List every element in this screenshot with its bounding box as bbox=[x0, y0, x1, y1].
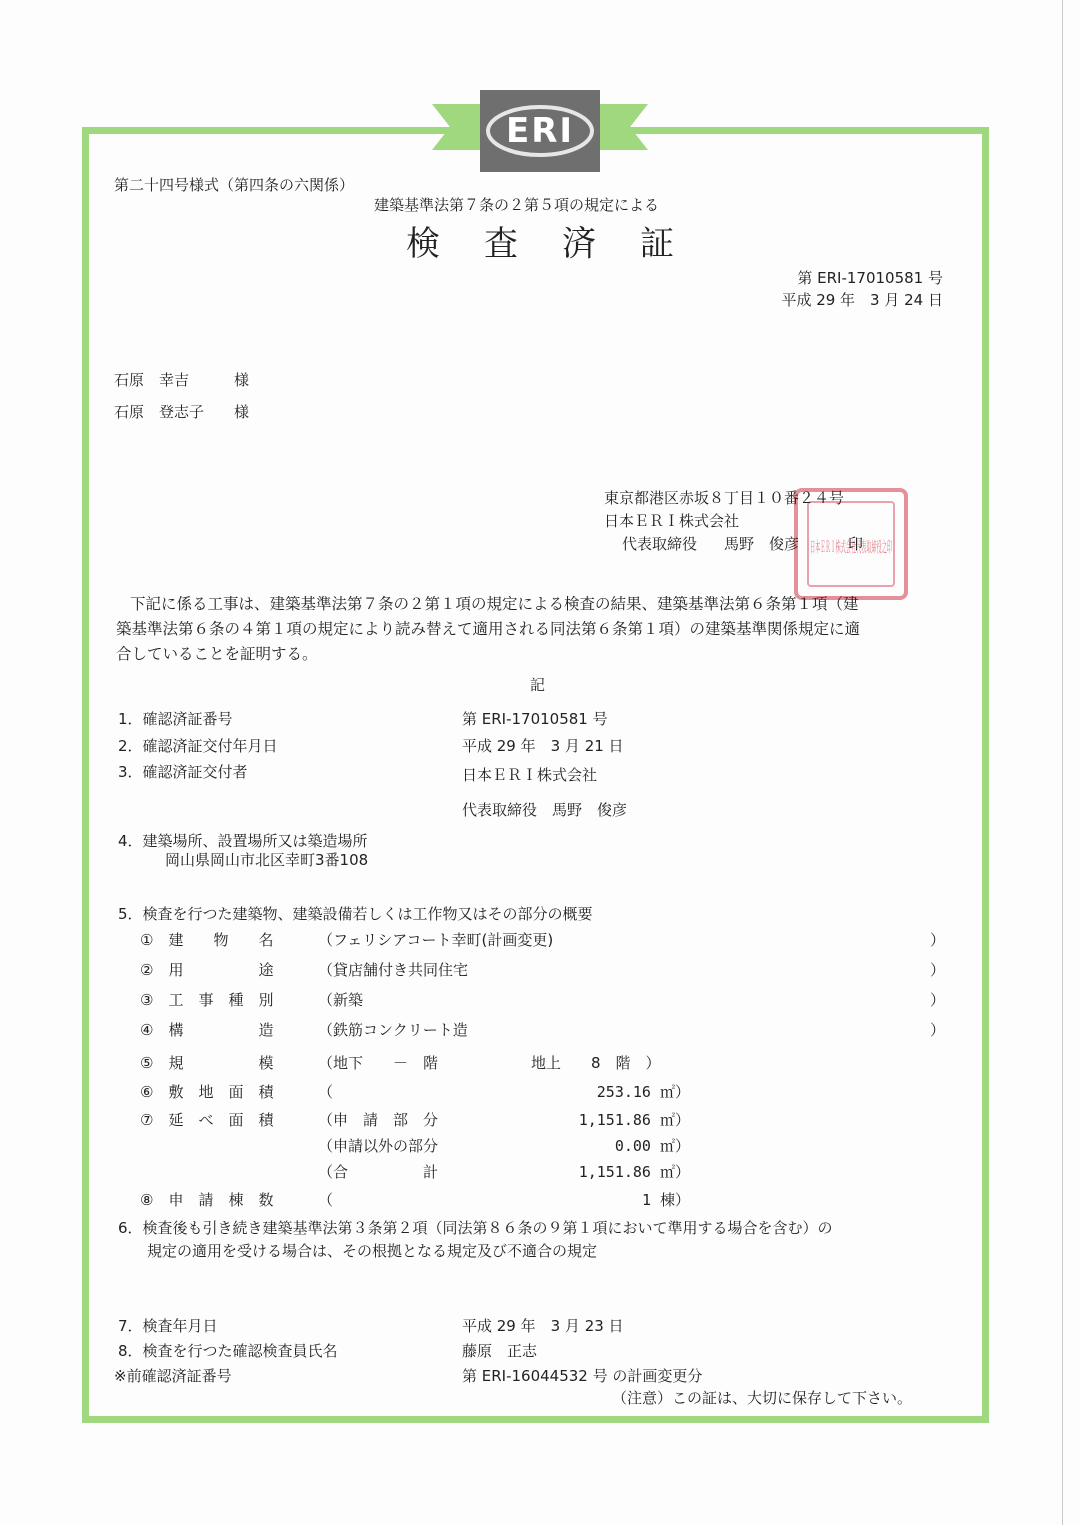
form-number: 第二十四号様式（第四条の六関係） bbox=[114, 176, 355, 194]
overview-label-1: ① 建 物 名 bbox=[140, 931, 274, 949]
overview-label-3: ③ 工 事 種 別 bbox=[140, 991, 274, 1009]
overview-aboveground: 地上 8 階 ） bbox=[531, 1054, 661, 1072]
certification-statement bbox=[116, 592, 946, 667]
logo-text: ERI bbox=[505, 111, 575, 151]
item-6-line-1: 6．検査後も引き続き建築基準法第３条第２項（同法第８６条の９第１項において準用する場合を含む）の bbox=[118, 1219, 833, 1237]
recipient-honorific-1: 様 bbox=[234, 371, 250, 389]
law-reference: 建築基準法第７条の２第５項の規定による bbox=[374, 196, 660, 214]
item-7-label: 7．検査年月日 bbox=[118, 1317, 218, 1335]
certificate-number: 第 ERI-17010581 号 bbox=[797, 269, 943, 287]
issuer-rep-name: 馬野 俊彦 bbox=[724, 535, 800, 553]
overview-label-4: ④ 構 造 bbox=[140, 1021, 274, 1039]
floor-area-other-value: 0.00 ㎡） bbox=[614, 1137, 690, 1155]
overview-value-1: （フェリシアコート幸町(計画変更) bbox=[318, 931, 554, 949]
recipient-name-2: 石原 登志子 bbox=[114, 403, 205, 421]
issuer-address: 東京都港区赤坂８丁目１０番２４号 bbox=[604, 489, 845, 507]
item-4-value: 岡山県岡山市北区幸町3番108 bbox=[165, 851, 369, 869]
overview-close-3: ） bbox=[930, 991, 946, 1009]
item-4-label: 4．建築場所、設置場所又は築造場所 bbox=[118, 832, 368, 850]
issue-date: 平成 29 年 3 月 24 日 bbox=[781, 291, 943, 309]
issuer-company: 日本ＥＲＩ株式会社 bbox=[604, 512, 740, 530]
logo-badge bbox=[480, 90, 600, 172]
overview-label-7: ⑦ 延 べ 面 積 bbox=[140, 1111, 274, 1129]
seal-stamp-text: 日本ＥＲＩ株式会社代表取締役之印 bbox=[810, 538, 892, 556]
seal-mark: 印 bbox=[848, 535, 864, 553]
issuer-rep-title: 代表取締役 bbox=[622, 535, 698, 553]
floor-area-total-label: （合 計 bbox=[318, 1163, 439, 1181]
overview-close-4: ） bbox=[930, 1021, 946, 1039]
item-8-value: 藤原 正志 bbox=[462, 1342, 538, 1360]
eri-logo bbox=[432, 90, 648, 172]
item-5-label: 5．検査を行つた建築物、建築設備若しくは工作物又はその部分の概要 bbox=[118, 905, 593, 923]
overview-label-2: ② 用 途 bbox=[140, 961, 274, 979]
overview-value-4: （鉄筋コンクリート造 bbox=[318, 1021, 468, 1039]
overview-label-6: ⑥ 敷 地 面 積 bbox=[140, 1083, 274, 1101]
previous-cert-label: ※前確認済証番号 bbox=[114, 1367, 232, 1385]
overview-value-2: （貸店舗付き共同住宅 bbox=[318, 961, 469, 979]
overview-close-2: ） bbox=[930, 961, 946, 979]
item-2-value: 平成 29 年 3 月 21 日 bbox=[462, 737, 624, 755]
overview-label-5: ⑤ 規 模 bbox=[140, 1054, 274, 1072]
overview-label-8: ⑧ 申 請 棟 数 bbox=[140, 1191, 274, 1209]
building-count-value: 1 棟） bbox=[641, 1191, 690, 1209]
item-1-value: 第 ERI-17010581 号 bbox=[462, 710, 608, 728]
overview-open-8: （ bbox=[318, 1191, 334, 1209]
floor-area-other-label: （申請以外の部分 bbox=[318, 1137, 439, 1155]
item-3-value-1: 日本ＥＲＩ株式会社 bbox=[462, 766, 598, 784]
overview-open-6: （ bbox=[318, 1083, 334, 1101]
statement-line-3: 合していることを証明する。 bbox=[116, 645, 318, 663]
item-7-value: 平成 29 年 3 月 23 日 bbox=[462, 1317, 624, 1335]
preservation-note: （注意）この証は、大切に保存して下さい。 bbox=[612, 1389, 913, 1407]
previous-cert-value: 第 ERI-16044532 号 の計画変更分 bbox=[462, 1367, 703, 1385]
floor-area-total-value: 1,151.86 ㎡） bbox=[578, 1163, 690, 1181]
statement-line-2: 築基準法第６条の４第１項の規定により読み替えて適用される同法第６条第１項）の建築基準関係規定に適 bbox=[116, 620, 861, 638]
document-title: 検査済証 bbox=[406, 224, 718, 264]
overview-close-1: ） bbox=[930, 931, 946, 949]
recipient-name-1: 石原 幸吉 bbox=[114, 371, 190, 389]
item-1-label: 1．確認済証番号 bbox=[118, 710, 233, 728]
item-3-value-2: 代表取締役 馬野 俊彦 bbox=[462, 801, 628, 819]
item-2-label: 2．確認済証交付年月日 bbox=[118, 737, 278, 755]
item-8-label: 8．検査を行つた確認検査員氏名 bbox=[118, 1342, 338, 1360]
floor-area-applied-value: 1,151.86 ㎡） bbox=[578, 1111, 690, 1129]
scan-edge-line bbox=[1062, 0, 1063, 1525]
item-3-label: 3．確認済証交付者 bbox=[118, 763, 248, 781]
ki-heading: 記 bbox=[530, 676, 546, 694]
recipient-honorific-2: 様 bbox=[234, 403, 250, 421]
site-area-value: 253.16 ㎡） bbox=[596, 1083, 690, 1101]
item-6-line-2: 規定の適用を受ける場合は、その根拠となる規定及び不適合の規定 bbox=[147, 1242, 598, 1260]
overview-underground: （地下 － 階 bbox=[318, 1054, 439, 1072]
floor-area-applied-label: （申 請 部 分 bbox=[318, 1111, 439, 1129]
overview-value-3: （新築 bbox=[318, 991, 364, 1009]
statement-line-1: 下記に係る工事は、建築基準法第７条の２第１項の規定による検査の結果、建築基準法第６条第１項（建 bbox=[130, 595, 859, 613]
